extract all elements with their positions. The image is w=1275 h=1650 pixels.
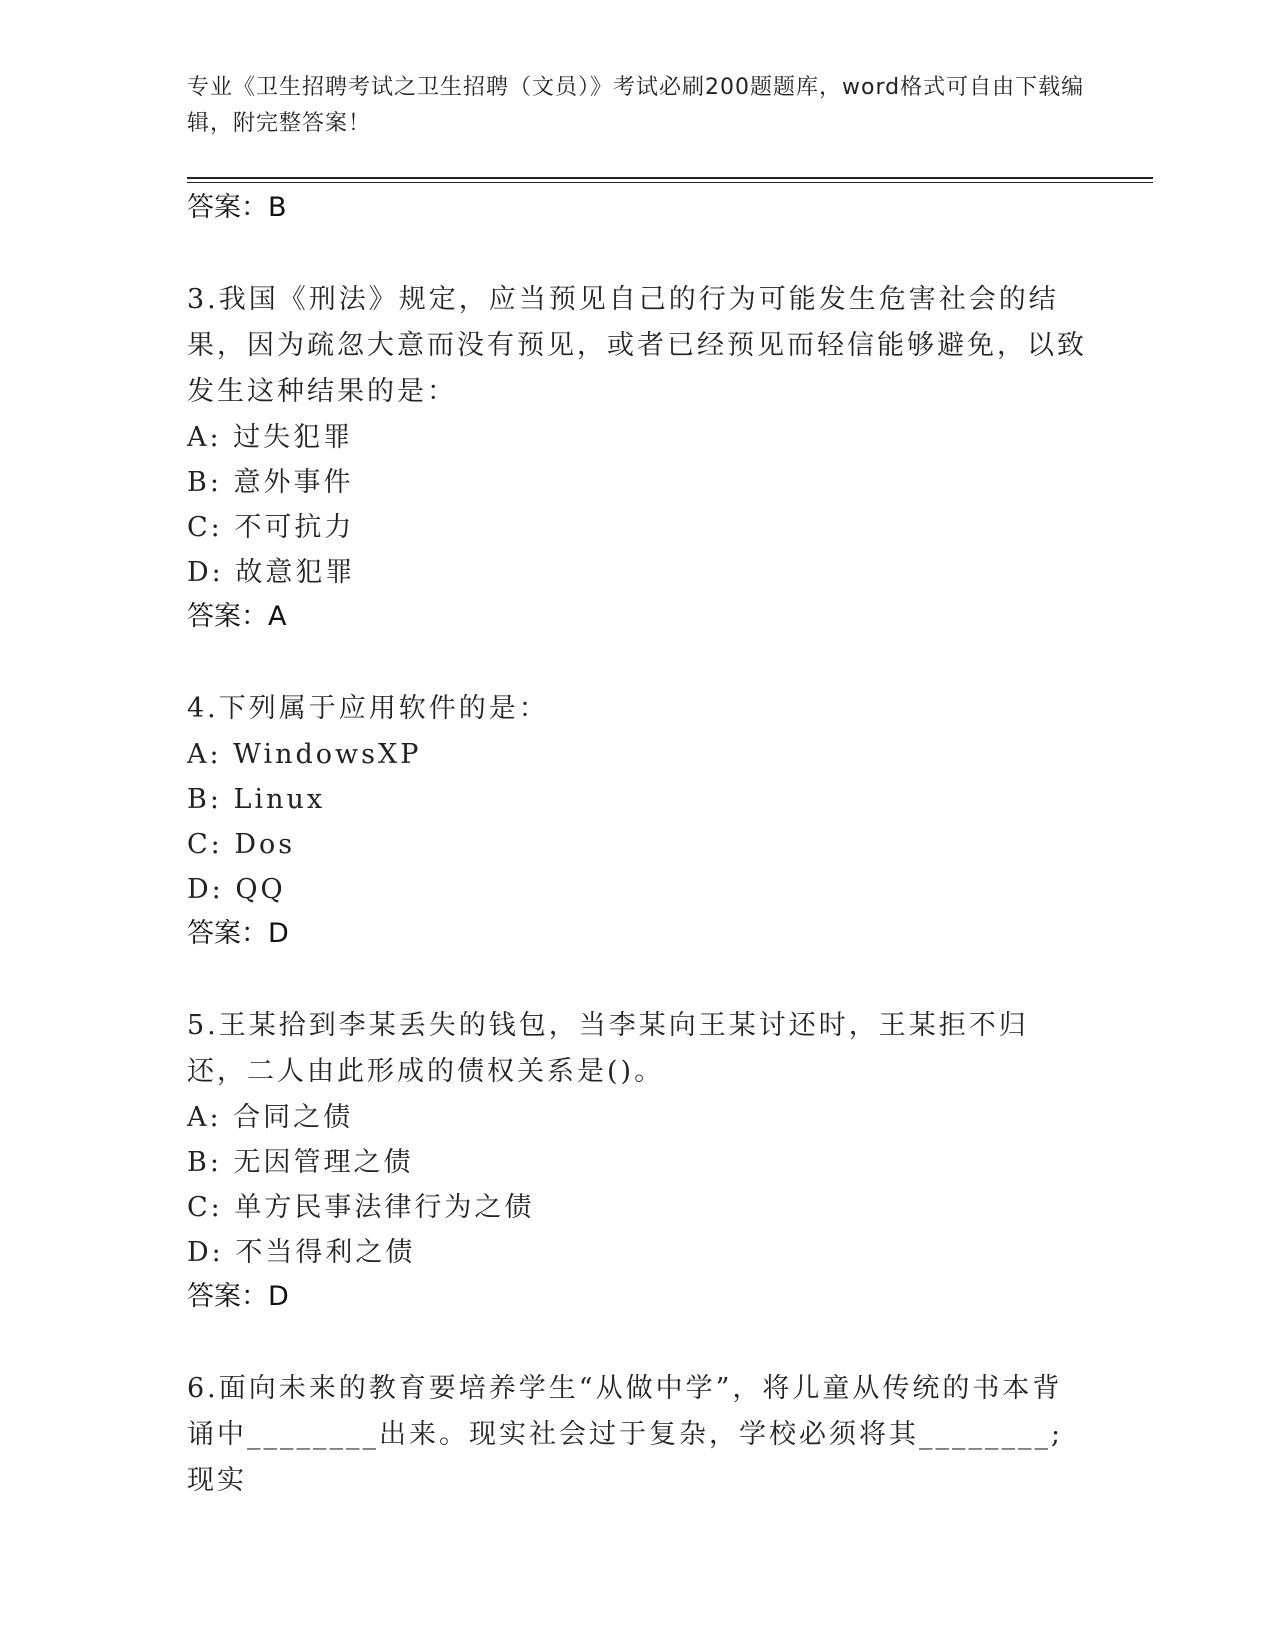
question-list bbox=[187, 186, 1087, 1504]
answer-5: 答案：D bbox=[187, 1281, 289, 1312]
question-3-option-d: D: 故意犯罪 bbox=[187, 557, 356, 588]
question-4-option-a: A: WindowsXP bbox=[187, 739, 422, 770]
question-3 bbox=[187, 277, 1087, 639]
question-4-option-d: D: QQ bbox=[187, 874, 286, 905]
question-6 bbox=[187, 1366, 1087, 1504]
header-rule-thin bbox=[187, 182, 1153, 183]
question-6-text: 6.面向未来的教育要培养学生“从做中学”，将儿童从传统的书本背诵中________出来。现实社会过于复杂，学校必须将其________;现实 bbox=[187, 1373, 1064, 1496]
answer-2: 答案：B bbox=[187, 192, 287, 223]
question-5-option-c: C: 单方民事法律行为之债 bbox=[187, 1192, 535, 1223]
header-rule bbox=[187, 177, 1153, 179]
answer-3: 答案：A bbox=[187, 601, 287, 632]
question-4-text: 4.下列属于应用软件的是： bbox=[187, 693, 549, 724]
question-5-text: 5.王某拾到李某丢失的钱包，当李某向王某讨还时，王某拒不归还，二人由此形成的债权关系是()。 bbox=[187, 1010, 1029, 1087]
question-4-option-b: B: Linux bbox=[187, 784, 326, 815]
question-3-text: 3.我国《刑法》规定，应当预见自己的行为可能发生危害社会的结果，因为疏忽大意而没有预见，或者已经预见而轻信能够避免，以致发生这种结果的是： bbox=[187, 284, 1087, 407]
question-5-option-b: B: 无因管理之债 bbox=[187, 1147, 414, 1178]
answer-4: 答案：D bbox=[187, 918, 289, 949]
question-3-option-b: B: 意外事件 bbox=[187, 467, 354, 498]
question-4-option-c: C: Dos bbox=[187, 829, 296, 860]
question-4 bbox=[187, 686, 1087, 956]
question-5-option-d: D: 不当得利之债 bbox=[187, 1237, 416, 1268]
question-3-option-a: A: 过失犯罪 bbox=[187, 422, 354, 453]
document-header: 专业《卫生招聘考试之卫生招聘（文员）》考试必刷200题题库，word格式可自由下载编辑，附完整答案！ bbox=[187, 75, 1085, 136]
question-5-option-a: A: 合同之债 bbox=[187, 1102, 354, 1133]
question-5 bbox=[187, 1003, 1087, 1319]
question-3-option-c: C: 不可抗力 bbox=[187, 512, 355, 543]
